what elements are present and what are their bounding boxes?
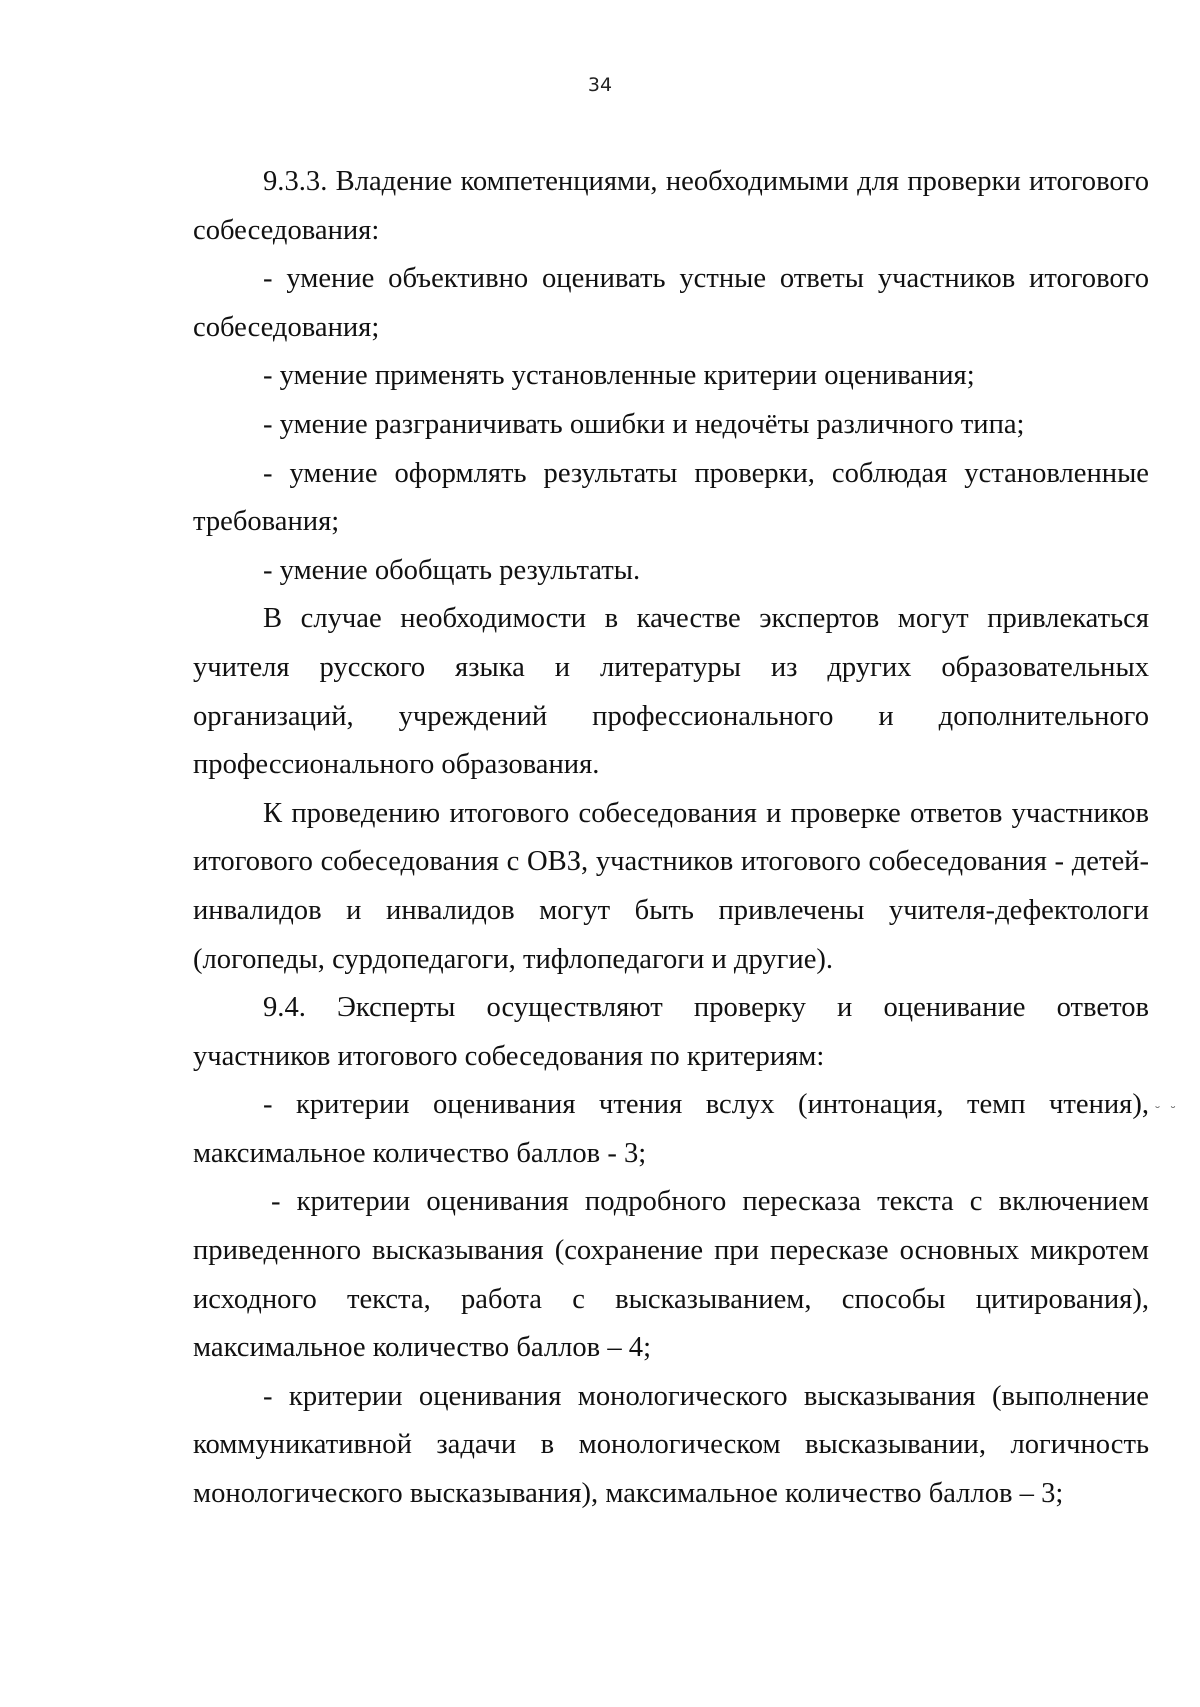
- paragraph-9-3-3: 9.3.3. Владение компетенциями, необходимыми для проверки итогового собеседования:: [193, 166, 1149, 246]
- list-item-monologue-criteria: - критерии оценивания монологического высказывания (выполнение коммуникативной задачи в монологическом высказывании, логичность монологического высказывания), максимальное количество баллов – 3;: [193, 1380, 1149, 1510]
- list-item-format-results: - умение оформлять результаты проверки, соблюдая установленные требования;: [193, 457, 1149, 538]
- paragraph-defectologists: К проведению итогового собеседования и проверке ответов участников итогового собеседования с ОВЗ, участников итогового собеседования - детей-инвалидов и инвалидов могут быть привлечены учителя-дефектологи (логопеды, сурдопедагоги, тифлопедагоги и другие).: [193, 797, 1149, 975]
- document-body: [193, 158, 1149, 1519]
- paragraph-9-4: 9.4. Эксперты осуществляют проверку и оценивание ответов участников итогового собеседования по критериям:: [193, 992, 1149, 1072]
- list-item-apply-criteria: - умение применять установленные критерии оценивания;: [263, 360, 975, 392]
- list-item-generalize-results: - умение обобщать результаты.: [263, 554, 641, 586]
- list-item-retelling-criteria: - критерии оценивания подробного пересказа текста с включением приведенного высказывания (сохранение при пересказе основных микротем исходного текста, работа с высказыванием, способы цитирования), максимальное количество баллов – 4;: [193, 1186, 1149, 1364]
- list-item-distinguish-errors: - умение разграничивать ошибки и недочёты различного типа;: [263, 408, 1025, 440]
- paragraph-experts-teachers: В случае необходимости в качестве экспертов могут привлекаться учителя русского языка и литературы из других образовательных организаций, учреждений профессионального и дополнительного профессионального образования.: [193, 603, 1149, 781]
- list-item-objective-evaluation: - умение объективно оценивать устные ответы участников итогового собеседования;: [193, 263, 1149, 343]
- scan-artifact-mark: ˘ ˘: [1154, 1105, 1179, 1121]
- list-item-reading-criteria: - критерии оценивания чтения вслух (интонация, темп чтения), максимальное количество баллов - 3;: [193, 1089, 1149, 1169]
- page-number: 34: [587, 74, 613, 96]
